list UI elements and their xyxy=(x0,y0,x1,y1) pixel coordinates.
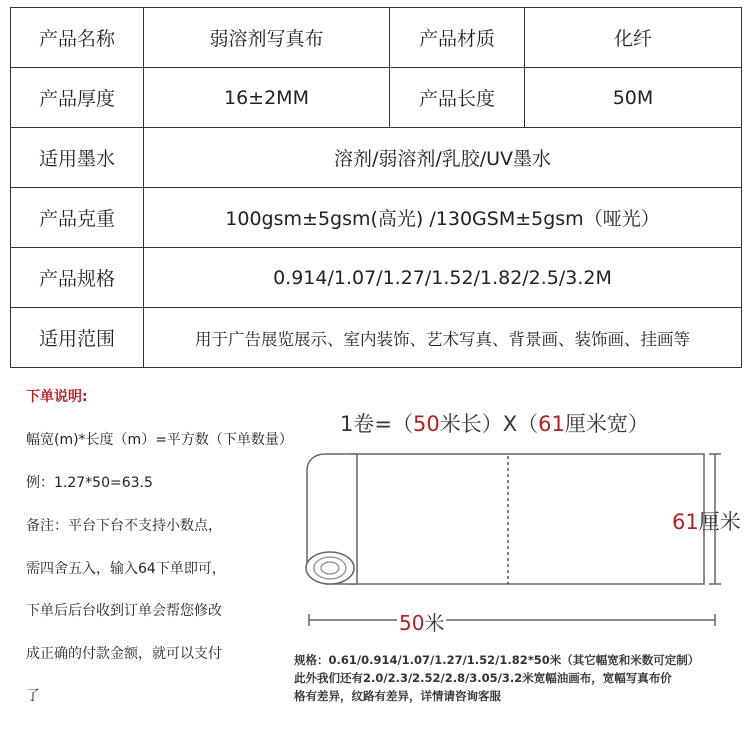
value-spec: 0.914/1.07/1.27/1.52/1.82/2.5/3.2M xyxy=(144,248,742,308)
order-notes-title: 下单说明: xyxy=(26,389,88,405)
label-length: 产品长度 xyxy=(390,68,525,128)
label-ink: 适用墨水 xyxy=(11,128,144,188)
length-value: 50 xyxy=(399,611,425,635)
width-value: 61 xyxy=(672,510,699,534)
order-note-line: 了 xyxy=(26,688,40,704)
value-product-name: 弱溶剂写真布 xyxy=(144,8,390,68)
length-dimension-label xyxy=(397,607,446,636)
table-row xyxy=(11,188,742,248)
table-row xyxy=(11,128,742,188)
table-row xyxy=(11,8,742,68)
order-note-line: 备注：平台下台不支持小数点， xyxy=(26,518,222,534)
formula-suffix: 厘米宽） xyxy=(564,412,649,436)
order-note-line: 幅宽(m)*长度（m）=平方数（下单数量） xyxy=(26,432,293,448)
table-row xyxy=(11,68,742,128)
formula-mid: 米长）X（ xyxy=(439,412,539,436)
formula-length-value: 50 xyxy=(412,412,440,436)
fabric-roll-illustration xyxy=(295,440,735,640)
width-dimension-label xyxy=(672,506,741,536)
table-row xyxy=(11,308,742,368)
order-note-line: 成正确的付款金额，就可以支付 xyxy=(26,646,222,662)
width-unit: 厘米 xyxy=(698,510,741,534)
spec-table xyxy=(10,7,742,368)
label-material: 产品材质 xyxy=(390,8,525,68)
value-ink: 溶剂/弱溶剂/乳胶/UV墨水 xyxy=(144,128,742,188)
spec-note-line: 格有差异，纹路有差异，详情请咨询客服 xyxy=(294,689,501,703)
order-note-line: 下单后后台收到订单会帮您修改 xyxy=(26,603,222,619)
length-unit: 米 xyxy=(424,611,445,635)
spec-note-line: 此外我们还有2.0/2.3/2.52/2.8/3.05/3.2米宽幅油画布，宽幅写真布价 xyxy=(294,671,672,685)
spec-note-line: 规格：0.61/0.914/1.07/1.27/1.52/1.82*50米（其它幅宽和米数可定制） xyxy=(294,653,700,667)
value-usage: 用于广告展览展示、室内装饰、艺术写真、背景画、装饰画、挂画等 xyxy=(144,308,742,368)
formula-width-value: 61 xyxy=(538,412,565,436)
label-spec: 产品规格 xyxy=(11,248,144,308)
value-length: 50M xyxy=(525,68,742,128)
label-thickness: 产品厚度 xyxy=(11,68,144,128)
value-thickness: 16±2MM xyxy=(144,68,390,128)
order-note-line: 例：1.27*50=63.5 xyxy=(26,475,153,491)
order-note-line: 需四舍五入，输入64下单即可， xyxy=(26,561,226,577)
value-weight: 100gsm±5gsm(高光) /130GSM±5gsm（哑光） xyxy=(144,188,742,248)
table-row xyxy=(11,248,742,308)
label-usage: 适用范围 xyxy=(11,308,144,368)
label-product-name: 产品名称 xyxy=(11,8,144,68)
value-material: 化纤 xyxy=(525,8,742,68)
formula-prefix: 1卷=（ xyxy=(340,412,413,436)
roll-formula xyxy=(340,408,649,438)
label-weight: 产品克重 xyxy=(11,188,144,248)
